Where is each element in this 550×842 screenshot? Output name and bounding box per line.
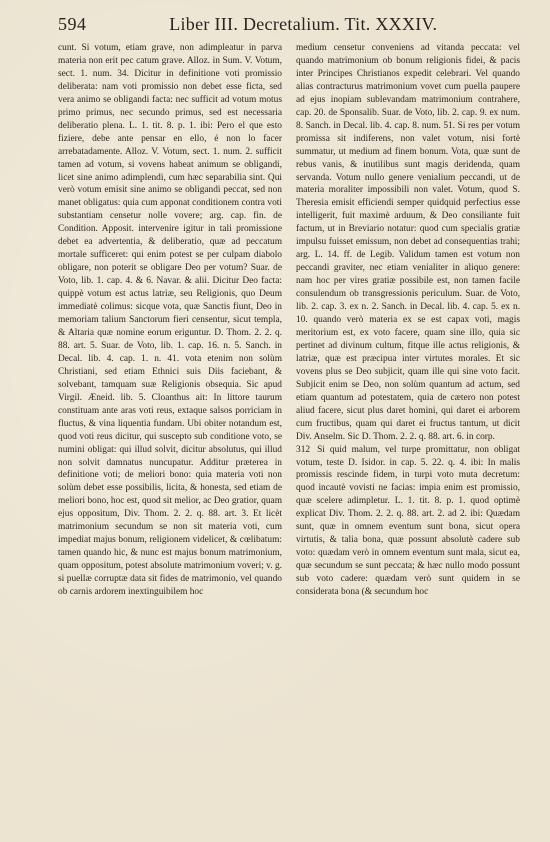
right-column-text: medium censetur conveniens ad vitanda peccata: vel quando matrimonium ob bonum religionis fidei, & pacis inter Principes Christianos expedit celebrari. Vel quando alias contracturus matrimonium vovet cum puella paupere ad ejus inopiam sublevandam matrimonium contrahere, cap. 20. de Sponsalib. Suar. de Voto, lib. 2. cap. 9. ex num. 8. Sanch. in Decal. lib. 4. cap. 8. num. 51. Si res per votum promissa sit indiferens, non valet votum, nisi fortè summatur, ut medium ad finem bonum. Vota, quæ sunt de rebus vanis, & inutilibus sunt magis deridenda, quam servanda. Votum nullo genere venialium peccandi, ut de materia moraliter impossibili non valet. Votum, quod S. Theresia emisit efficiendi semper quidquid perfectius esse intelligerit, fuit maximè arduum, & Deo consiliante fuit factum, ut in Breviario notatur: quod cum specialis gratiæ impulsu fuisset emissum, non debet ad consequentias trahi; arg. L. 14. ff. de Legib. Validum tamen est votum non peccandi graviter, nec etiam venialiter in aliquo genere: nam hoc per vires gratiæ possibile est, non tamen facile consulendum ob transgressionis periculum. Suar. de Voto, lib. 2. cap. 3. ex n. 2. Sanch. in Decal. lib. 4. cap. 5. ex n. 10. quando verò materia ex se est capax voti, magis meritorium est, ex voto facere, quam sine illo, quia sic pertinet ad divinum cultum, fitque ille actus religionis, & latriæ, quæ est præcipua inter virtutes morales. Et sic vovens plus se Deo subjicit, quam ille qui sine voto facit. Subjicit enim se Deo, non solùm quantum ad actum, sed etiam quantum ad potestatem, quia de cætero non potest aliud facere, sicut plus daret homini, qui daret ei arborem cum fructibus, quam qui daret ei fructus tantum, ut dicit Div. Anselm. Sic D. Thom. 2. 2. q. 88. art. 6. in corp. (296, 43, 520, 442)
left-column (58, 42, 282, 599)
paragraph-312 (296, 444, 520, 599)
paragraph-312-text: Si quid malum, vel turpe promittatur, non obligat votum, teste D. Isidor. in cap. 5. 22. q. 4. ibi: In malis promissis rescinde fidem, in turpi voto muta decretum: quod incautè vovisti ne facias: impia enim est promissio, quæ scelere adimpletur. L. 1. tit. 8. p. 1. quod optimè explicat Div. Thom. 2. 2. q. 88. art. 2. ad 2. ibi: Quædam sunt, quæ in omnem eventum sunt bona, sicut opera virtutis, & talia bona, quæ possunt absolutè cadere sub voto: quædam verò in omnem eventum sunt mala, sicut ea, quæ secundum se sunt peccata; & hæc nullo modo possunt sub voto cadere: quædam verò sunt quidem in se considerata bona (& secundum hoc (296, 444, 520, 598)
page-number: 594 (58, 14, 87, 34)
running-head: Liber III. Decretalium. Tit. XXXIV. (169, 14, 438, 34)
paragraph-number: 312 (296, 444, 311, 455)
text-columns (58, 42, 520, 599)
left-column-text: cunt. Si votum, etiam grave, non adimpleatur in parva materia non erit pec catum grave. Alloz. in Sum. V. Votum, sect. 1. num. 34. Dicitur in definitione voti promissio deliberata: nam voti promissio non debet esse ficta, sed vera animo se obligandi facta: nec sufficit ad votum motus primo primus, nec secundo primus, sed est necessaria deliberatio plena. L. 1. tit. 8. p. 1. ibi: Pero el que esto fiziere, debe ante pensar en ello, é non lo facer arrebatadamente. Alloz. V. Votum, sect. 1. num. 2. sufficit tamen ad votum, si vovens habeat animum se obligandi, licet sine animo adimplendi, cum hæc separabilia sint. Qui verò votum emisit sine animo se obligandi peccat, sed non manet obligatus: quia cum apponat conditionem contra voti substantiam censetur nolle vovere; arg. cap. fin. de Condition. Apposit. intervenire igitur in tali promissione debet ea advertentia, & deliberatio, quæ ad peccatum mortale sufficeret: qui enim potest se per culpam diabolo obligare, non poterit se obligare Deo per votum? Suar. de Voto, lib. 1. cap. 4. & 6. Navar. & alii. Dicitur Deo facta: quippè votum est actus latriæ, seu Religionis, quo Deum immediatè colimus: sicque vota, quæ Sanctis fiunt, Deo in memoriam talium Sanctorum fieri censentur, sicut templa, & Altaria quæ nomine eorum eriguntur. D. Thom. 2. 2. q. 88. art. 5. Suar. de Voto, lib. 1. cap. 16. n. 5. Sanch. in Decal. lib. 4. cap. 1. n. 41. vota etenim non solùm Christiani, sed etiam Ethnici suis Diis faciebant, & solvebant, tamquam suæ Religionis obsequia. Sic apud Virgil. Æneid. lib. 5. Cloanthus ait: In littore taurum constituam ante aras voti reus, extaque salsos porriciam in fluctus, & vina liquentia fundam. Ubi obiter notandum est, quod voti reus dicitur, qui suscepto sub conditione voto, se numini obligat: qui illud solvit, dicitur absolutus, qui illud non solvit damnatus nuncupatur. Additur præterea in definitione voti; de meliori bono: quia materia voti non solùm debet esse possibilis, licita, & honesta, sed etiam de meliori bono, hoc est, quod sit melior, ac Deo gratior, quam ejus oppositum, Div. Thom. 2. 2. q. 88. art. 3. Et licèt matrimonium secundum se non sit materia voti, cum impediat majus bonum, religionem videlicet, & cœlibatum: tamen quando hic, & nunc est majus bonum matrimonium, quam oppositum, potest absolute matrimonium voveri; v. g. si puellæ corruptæ data sit fides de matrimonio, vel quando ob carnis ardorem inextinguibilem hoc (58, 43, 282, 598)
page-header (58, 14, 520, 36)
right-column (296, 42, 520, 599)
